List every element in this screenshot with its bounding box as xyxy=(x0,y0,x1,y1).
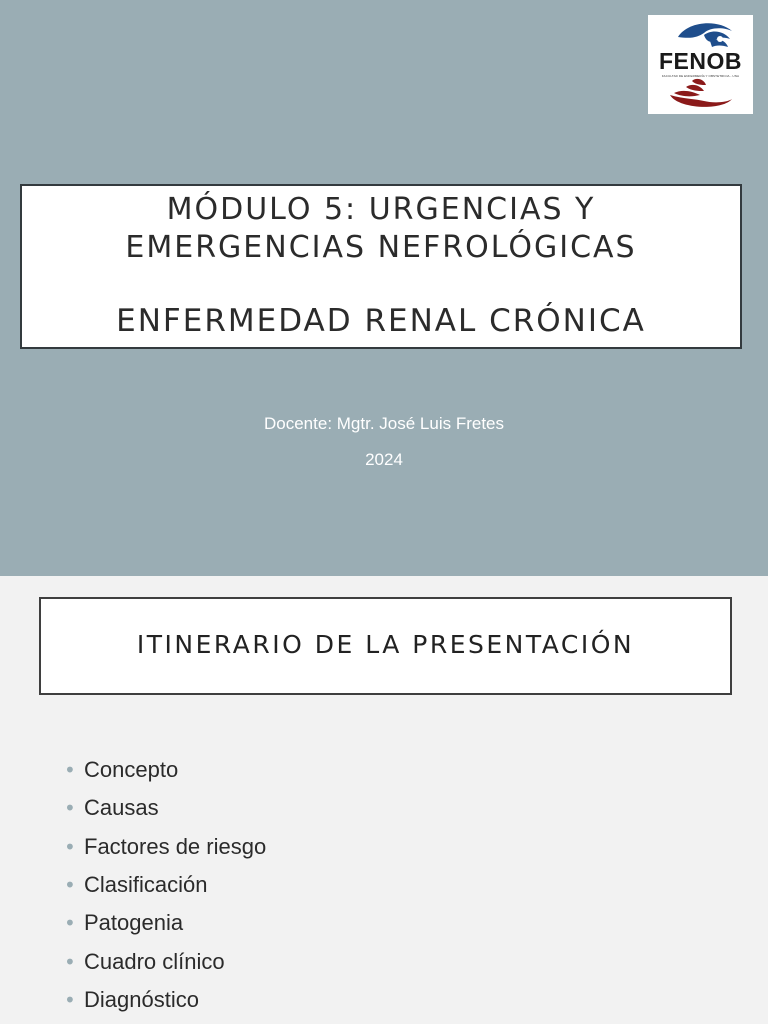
list-item xyxy=(64,789,266,827)
title-line-1: MÓDULO 5: URGENCIAS Y xyxy=(166,192,596,227)
logo-subtitle: FACULTAD DE ENFERMERÍA Y OBSTETRICIA - UNA xyxy=(661,74,740,78)
logo-wordmark: FENOB xyxy=(659,48,742,74)
docente-text: Docente: Mgtr. José Luis Fretes xyxy=(264,414,504,433)
list-item xyxy=(64,751,266,789)
itinerary-title-box xyxy=(39,597,732,695)
list-item xyxy=(64,942,266,980)
bullet-icon: • xyxy=(64,796,76,821)
year-text: 2024 xyxy=(365,450,403,469)
bullet-icon: • xyxy=(64,987,76,1012)
list-item-label: Cuadro clínico xyxy=(84,948,225,974)
title-line-3: ENFERMEDAD RENAL CRÓNICA xyxy=(116,303,646,339)
itinerary-title: ITINERARIO DE LA PRESENTACIÓN xyxy=(136,630,635,659)
list-item xyxy=(64,828,266,866)
title-box xyxy=(20,184,742,349)
bullet-icon: • xyxy=(64,834,76,859)
list-item xyxy=(64,866,266,904)
list-item-label: Factores de riesgo xyxy=(84,833,267,859)
list-item-label: Concepto xyxy=(84,757,179,783)
itinerary-slide xyxy=(0,576,768,1024)
list-item xyxy=(64,904,266,942)
list-item-label: Patogenia xyxy=(84,910,184,936)
itinerary-list xyxy=(64,751,266,1019)
bullet-icon: • xyxy=(64,758,76,783)
bullet-icon: • xyxy=(64,911,76,936)
blue-hands-icon xyxy=(678,23,732,47)
list-item-label: Causas xyxy=(84,795,159,821)
title-line-2: EMERGENCIAS NEFROLÓGICAS xyxy=(125,230,637,265)
bullet-icon: • xyxy=(64,873,76,898)
bullet-icon: • xyxy=(64,949,76,974)
list-item-label: Clasificación xyxy=(84,872,208,898)
list-item xyxy=(64,981,266,1019)
list-item-label: Diagnóstico xyxy=(84,986,199,1012)
red-hand-icon xyxy=(670,79,732,107)
fenob-logo xyxy=(648,15,753,114)
